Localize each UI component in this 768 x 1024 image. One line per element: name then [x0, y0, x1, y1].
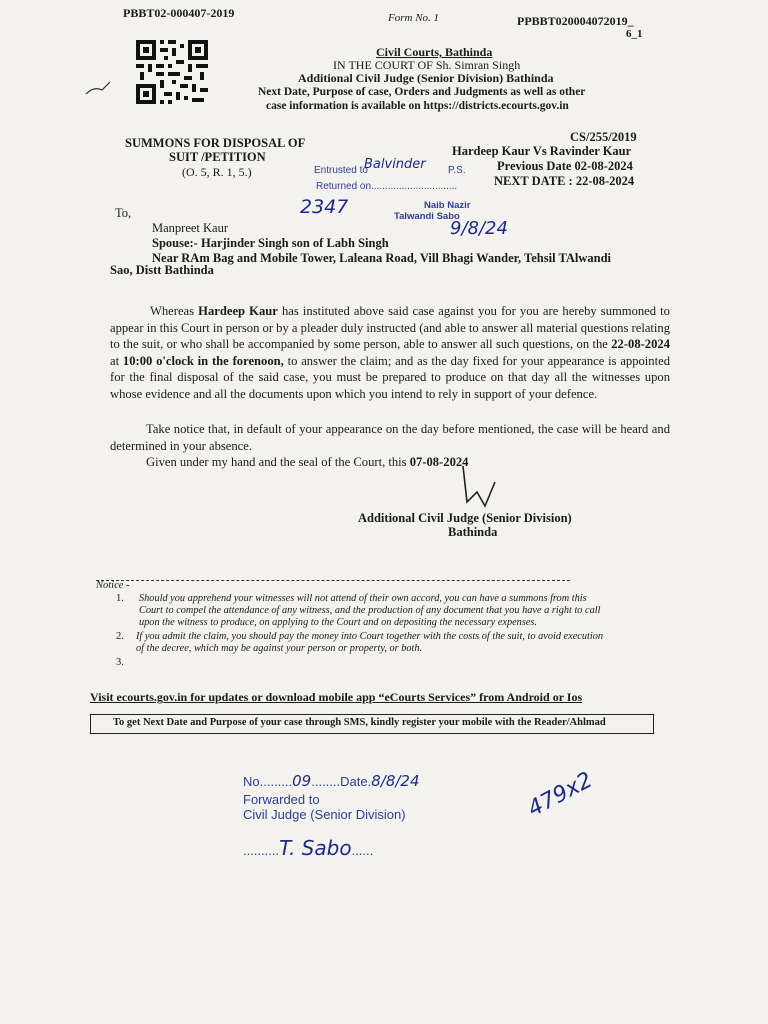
summons-title: SUMMONS FOR DISPOSAL OF	[125, 136, 306, 150]
corner-note: 479x2	[524, 767, 597, 823]
forward-no: No.........09........Date.8/8/24	[243, 772, 420, 790]
info-line-1: Next Date, Purpose of case, Orders and Judgments as well as other	[258, 86, 586, 98]
notice-line: Should you apprehend your witnesses will not attend of their own accord, you can have a summons from this	[139, 593, 587, 604]
returned-label: Returned on...............................	[316, 181, 458, 192]
entrusted-handwritten: Balvinder	[364, 157, 426, 172]
summons-subtitle: SUIT /PETITION	[169, 150, 266, 164]
notice-item-text	[139, 593, 600, 629]
previous-date: Previous Date 02-08-2024	[497, 159, 633, 173]
judge-title: Additional Civil Judge (Senior Division) Bathinda	[298, 71, 554, 85]
sms-box	[90, 714, 654, 734]
given-under-hand	[146, 455, 468, 470]
entrusted-label: Entrusted to	[314, 165, 368, 176]
date-value: 8/8/24	[371, 772, 420, 790]
notice-divider	[96, 580, 570, 581]
court-name: Civil Courts, Bathinda	[376, 45, 493, 59]
default-notice-paragraph: Take notice that, in default of your appearance on the day before mentioned, the case will be heard and determined in your absence.	[110, 422, 670, 453]
case-number: CS/255/2019	[570, 130, 637, 144]
sms-text: To get Next Date and Purpose of your case through SMS, kindly register your mobile with the Reader/Ahlmad	[113, 717, 606, 728]
signatory-title: Additional Civil Judge (Senior Division)	[358, 511, 572, 525]
notice-heading: Notice -	[96, 580, 130, 591]
ecourts-link[interactable]: Visit ecourts.gov.in for updates or download mobile app “eCourts Services” from Android or Ios	[90, 690, 583, 704]
entrusted-ps: P.S.	[448, 165, 466, 176]
case-ref-right: PPBBT020004072019_	[517, 14, 634, 28]
order-rule: (O. 5, R. 1, 5.)	[182, 165, 252, 179]
notice-line: of the decree, which may be against your person or property, or both.	[136, 643, 423, 654]
hearing-date: 22-08-2024	[611, 337, 670, 351]
handwritten-number: 2347	[300, 196, 349, 218]
body-text: Whereas	[150, 304, 199, 318]
notice-item-number: 3.	[116, 657, 124, 668]
notice-item-text	[136, 631, 603, 655]
date-label: Date.	[340, 774, 372, 789]
summons-body-paragraph	[110, 303, 670, 402]
margin-mark	[84, 78, 114, 98]
case-ref-left: PBBT02-000407-2019	[123, 6, 235, 20]
notice-line: If you admit the claim, you should pay the money into Court together with the costs of the suit, to avoid execution	[136, 631, 603, 642]
notice-item-number: 2.	[116, 631, 124, 642]
forward-signature-line: ..........T. Sabo......	[243, 836, 374, 860]
to-label: To,	[115, 206, 132, 220]
naib-nazir-stamp: Naib Nazir	[424, 200, 471, 211]
signatory-place: Bathinda	[448, 525, 498, 539]
addressee-address: Near RAm Bag and Mobile Tower, Laleana Road, Vill Bhagi Wander, Tehsil TAlwandi	[152, 251, 612, 265]
handwritten-date: 9/8/24	[450, 218, 508, 239]
issue-date: 07-08-2024	[409, 455, 469, 469]
addressee-name: Manpreet Kaur	[152, 221, 229, 235]
form-number: Form No. 1	[388, 12, 440, 24]
notice-item-number: 1.	[116, 593, 124, 604]
forward-signature: T. Sabo	[279, 836, 352, 860]
next-date: NEXT DATE : 22-08-2024	[494, 174, 635, 188]
court-of: IN THE COURT OF Sh. Simran Singh	[333, 58, 521, 72]
case-ref-suffix: 6_1	[626, 28, 643, 40]
body-text: to answer the claim; and as the day fixed for your appearance is appointed for the final disposal of the said case, you must be prepared to produce on that day all the witnesses upon whose evidence and all the documents upon which you intend to rely in support of your defence.	[110, 353, 670, 401]
no-value: 09	[292, 772, 312, 790]
forwarded-to: Forwarded to	[243, 792, 320, 807]
plaintiff-name: Hardeep Kaur	[198, 304, 278, 318]
notice-line: upon the witness to produce, on applying to the Court and on depositing the necessary expenses.	[139, 617, 537, 628]
naib-nazir-place: Talwandi Sabo	[394, 211, 460, 222]
info-line-2: case information is available on https://districts.ecourts.gov.in	[266, 100, 569, 112]
body-text: at	[110, 353, 123, 368]
no-label: No.	[243, 774, 264, 789]
addressee-address-cont: Sao, Distt Bathinda	[110, 263, 214, 277]
given-text: Given under my hand and the seal of the Court, this	[146, 455, 410, 469]
body-text: has instituted above said case against you for you are hereby summoned to appear in this Court in person or by a pleader duly instructed (and able to answer all material questions relating to the suit, or who shall be accompanied by some person, able to answer all such questions, on the	[110, 304, 670, 351]
forwarded-office: Civil Judge (Senior Division)	[243, 807, 406, 822]
case-parties: Hardeep Kaur Vs Ravinder Kaur	[452, 144, 632, 158]
hearing-time: 10:00 o'clock in the forenoon,	[122, 353, 284, 368]
judge-signature-icon	[455, 462, 500, 512]
notice-line: Court to compel the attendance of any witness, and the production of any document that you have a right to call	[139, 605, 601, 616]
addressee-spouse: Spouse:- Harjinder Singh son of Labh Singh	[152, 236, 389, 250]
qr-code-icon	[136, 40, 208, 104]
